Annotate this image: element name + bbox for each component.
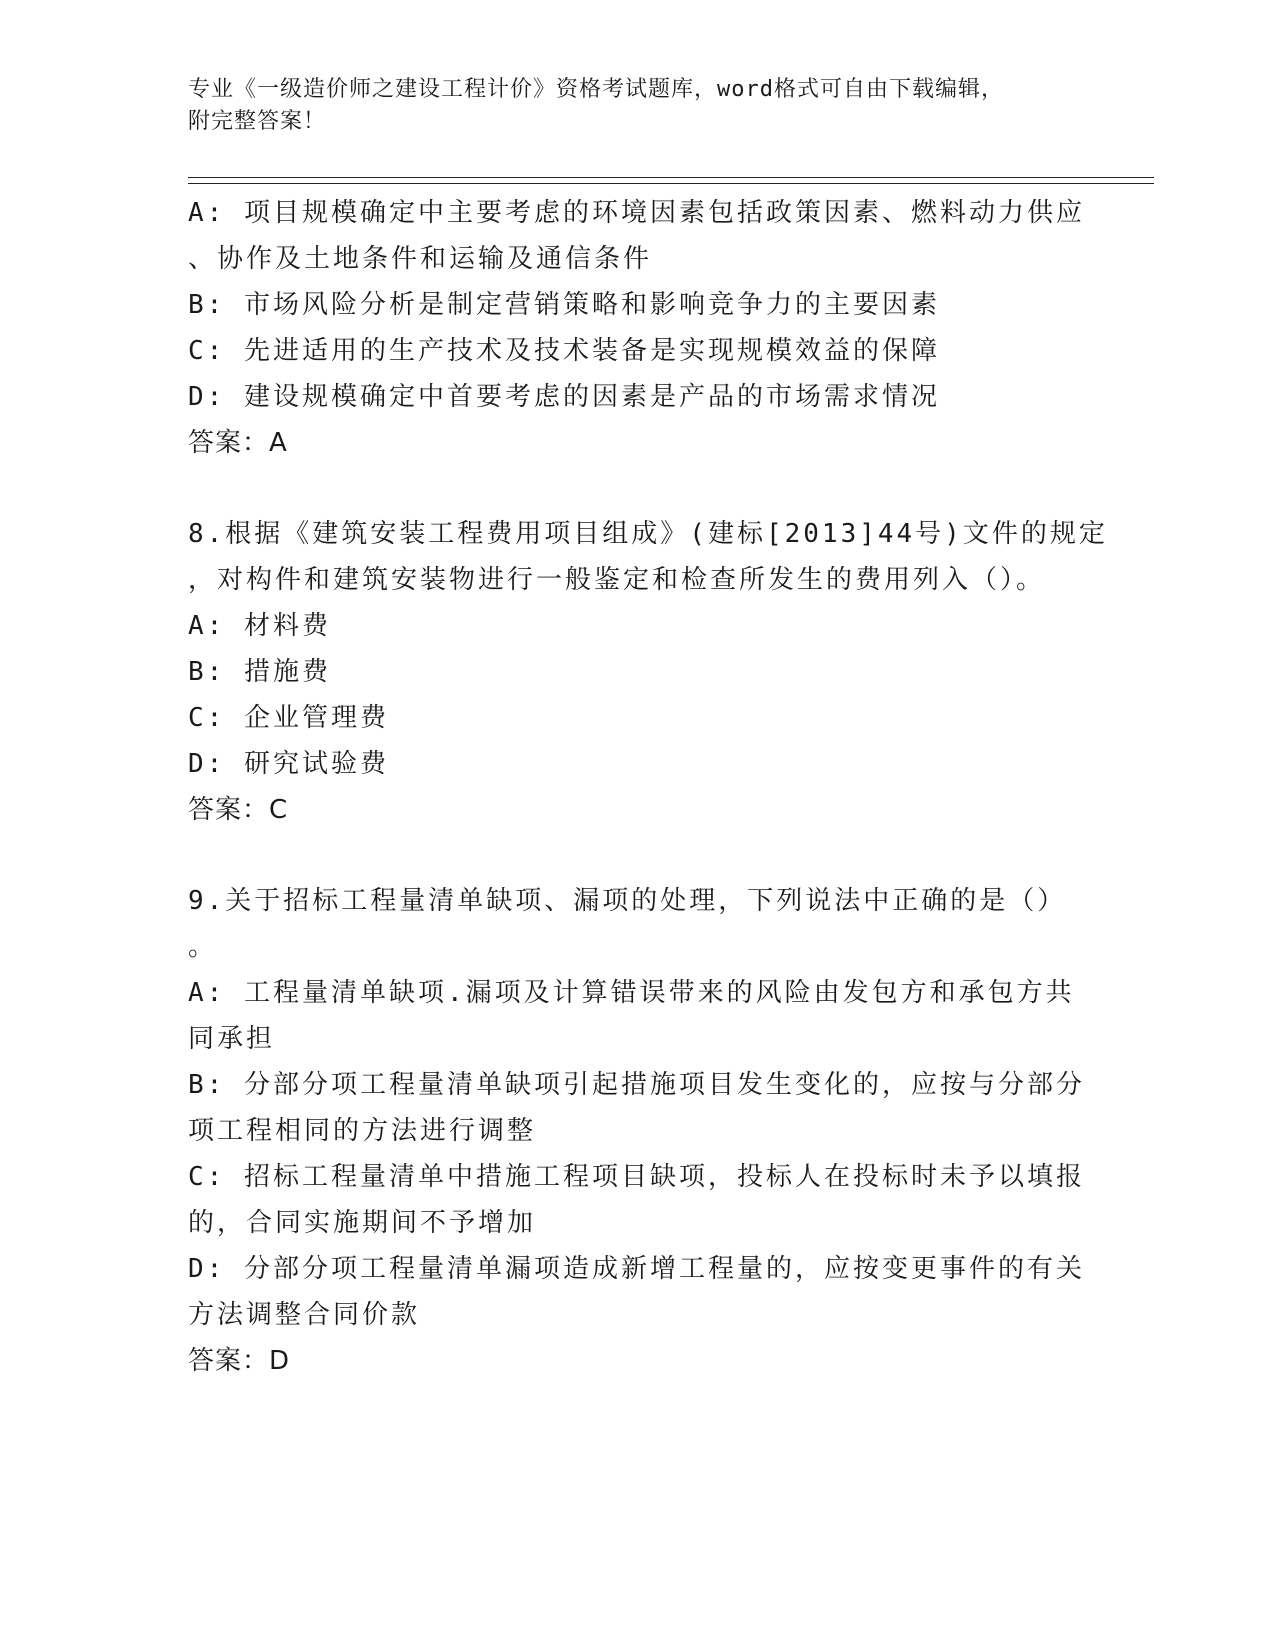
q7-option-c: C: 先进适用的生产技术及技术装备是实现规模效益的保障 (188, 336, 940, 366)
question-8 (188, 511, 1108, 833)
q7-option-d: D: 建设规模确定中首要考虑的因素是产品的市场需求情况 (188, 382, 940, 412)
question-content (188, 190, 1108, 1384)
q9-option-a-line-2: 同承担 (188, 1024, 276, 1054)
q7-option-b: B: 市场风险分析是制定营销策略和影响竞争力的主要因素 (188, 290, 940, 320)
q8-answer: 答案：C (188, 795, 289, 825)
question-9 (188, 878, 1085, 1384)
q9-stem-line-1: 9.关于招标工程量清单缺项、漏项的处理，下列说法中正确的是（） (188, 886, 1067, 916)
q9-option-b-line-2: 项工程相同的方法进行调整 (188, 1116, 537, 1146)
spacer (188, 466, 1078, 511)
q8-option-d: D: 研究试验费 (188, 749, 389, 779)
q9-option-d-line-2: 方法调整合同价款 (188, 1300, 421, 1330)
q9-option-a-line-1: A: 工程量清单缺项.漏项及计算错误带来的风险由发包方和承包方共 (188, 978, 1075, 1008)
header-line-2: 附完整答案！ (188, 109, 327, 134)
question-7 (188, 190, 1085, 466)
q8-stem-line-1: 8.根据《建筑安装工程费用项目组成》(建标[2013]44号)文件的规定 (188, 519, 1108, 549)
spacer (188, 833, 1078, 878)
header-line-1: 专业《一级造价师之建设工程计价》资格考试题库，word格式可自由下载编辑， (188, 77, 1004, 102)
q9-option-b-line-1: B: 分部分项工程量清单缺项引起措施项目发生变化的，应按与分部分 (188, 1070, 1085, 1100)
q9-option-d-line-1: D: 分部分项工程量清单漏项造成新增工程量的，应按变更事件的有关 (188, 1254, 1085, 1284)
document-header (188, 74, 1088, 138)
header-divider-bottom (188, 183, 1154, 184)
header-divider-top (188, 177, 1154, 178)
q7-option-a-line-1: A: 项目规模确定中主要考虑的环境因素包括政策因素、燃料动力供应 (188, 198, 1085, 228)
q9-option-c-line-2: 的，合同实施期间不予增加 (188, 1208, 537, 1238)
q9-stem-line-2: 。 (188, 932, 218, 962)
q8-option-b: B: 措施费 (188, 657, 331, 687)
q9-answer: 答案：D (188, 1346, 291, 1376)
q9-option-c-line-1: C: 招标工程量清单中措施工程项目缺项，投标人在投标时未予以填报 (188, 1162, 1085, 1192)
q7-option-a-line-2: 、协作及土地条件和运输及通信条件 (188, 244, 653, 274)
q8-option-c: C: 企业管理费 (188, 703, 389, 733)
q8-option-a: A: 材料费 (188, 611, 331, 641)
q8-stem-line-2: ，对构件和建筑安装物进行一般鉴定和检查所发生的费用列入（）。 (188, 565, 1046, 595)
q7-answer: 答案：A (188, 428, 288, 458)
